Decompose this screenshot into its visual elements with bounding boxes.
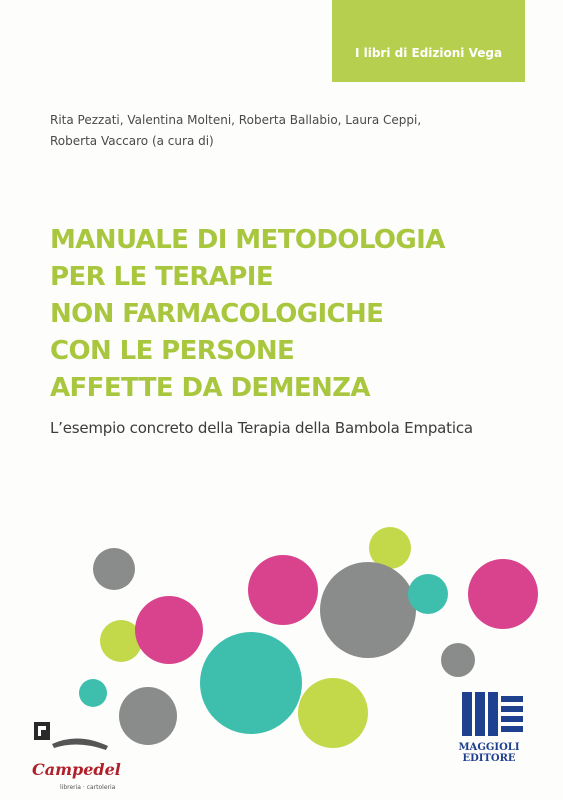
book-subtitle: L’esempio concreto della Terapia della Bambola Empatica bbox=[50, 419, 473, 437]
dot-teal bbox=[79, 679, 107, 707]
title-line-5: AFFETTE DA DEMENZA bbox=[50, 373, 370, 403]
dot-gray bbox=[320, 562, 416, 658]
dot-gray bbox=[441, 643, 475, 677]
dot-magenta bbox=[135, 596, 203, 664]
bookshop-stamp-subtext: libreria · cartoleria bbox=[60, 784, 116, 791]
authors-line-1: Rita Pezzati, Valentina Molteni, Roberta Ballabio, Laura Ceppi, bbox=[50, 113, 422, 127]
dot-teal bbox=[200, 632, 302, 734]
title-line-1: MANUALE DI METODOLOGIA bbox=[50, 225, 445, 255]
dot-gray bbox=[93, 548, 135, 590]
title-line-3: NON FARMACOLOGICHE bbox=[50, 299, 384, 329]
title-line-4: CON LE PERSONE bbox=[50, 336, 295, 366]
dot-teal bbox=[408, 574, 448, 614]
bookshop-stamp-text: Campedel bbox=[32, 760, 121, 779]
dot-magenta bbox=[248, 555, 318, 625]
series-label: I libri di Edizioni Vega bbox=[354, 46, 503, 60]
dot-gray bbox=[119, 687, 177, 745]
publisher-name-line-2: EDITORE bbox=[462, 753, 516, 764]
dot-magenta bbox=[468, 559, 538, 629]
dot-lime bbox=[298, 678, 368, 748]
publisher-name-line-1: MAGGIOLI bbox=[458, 742, 520, 753]
authors-line-2: Roberta Vaccaro (a cura di) bbox=[50, 134, 214, 148]
title-line-2: PER LE TERAPIE bbox=[50, 262, 273, 292]
publisher-name bbox=[444, 742, 534, 764]
